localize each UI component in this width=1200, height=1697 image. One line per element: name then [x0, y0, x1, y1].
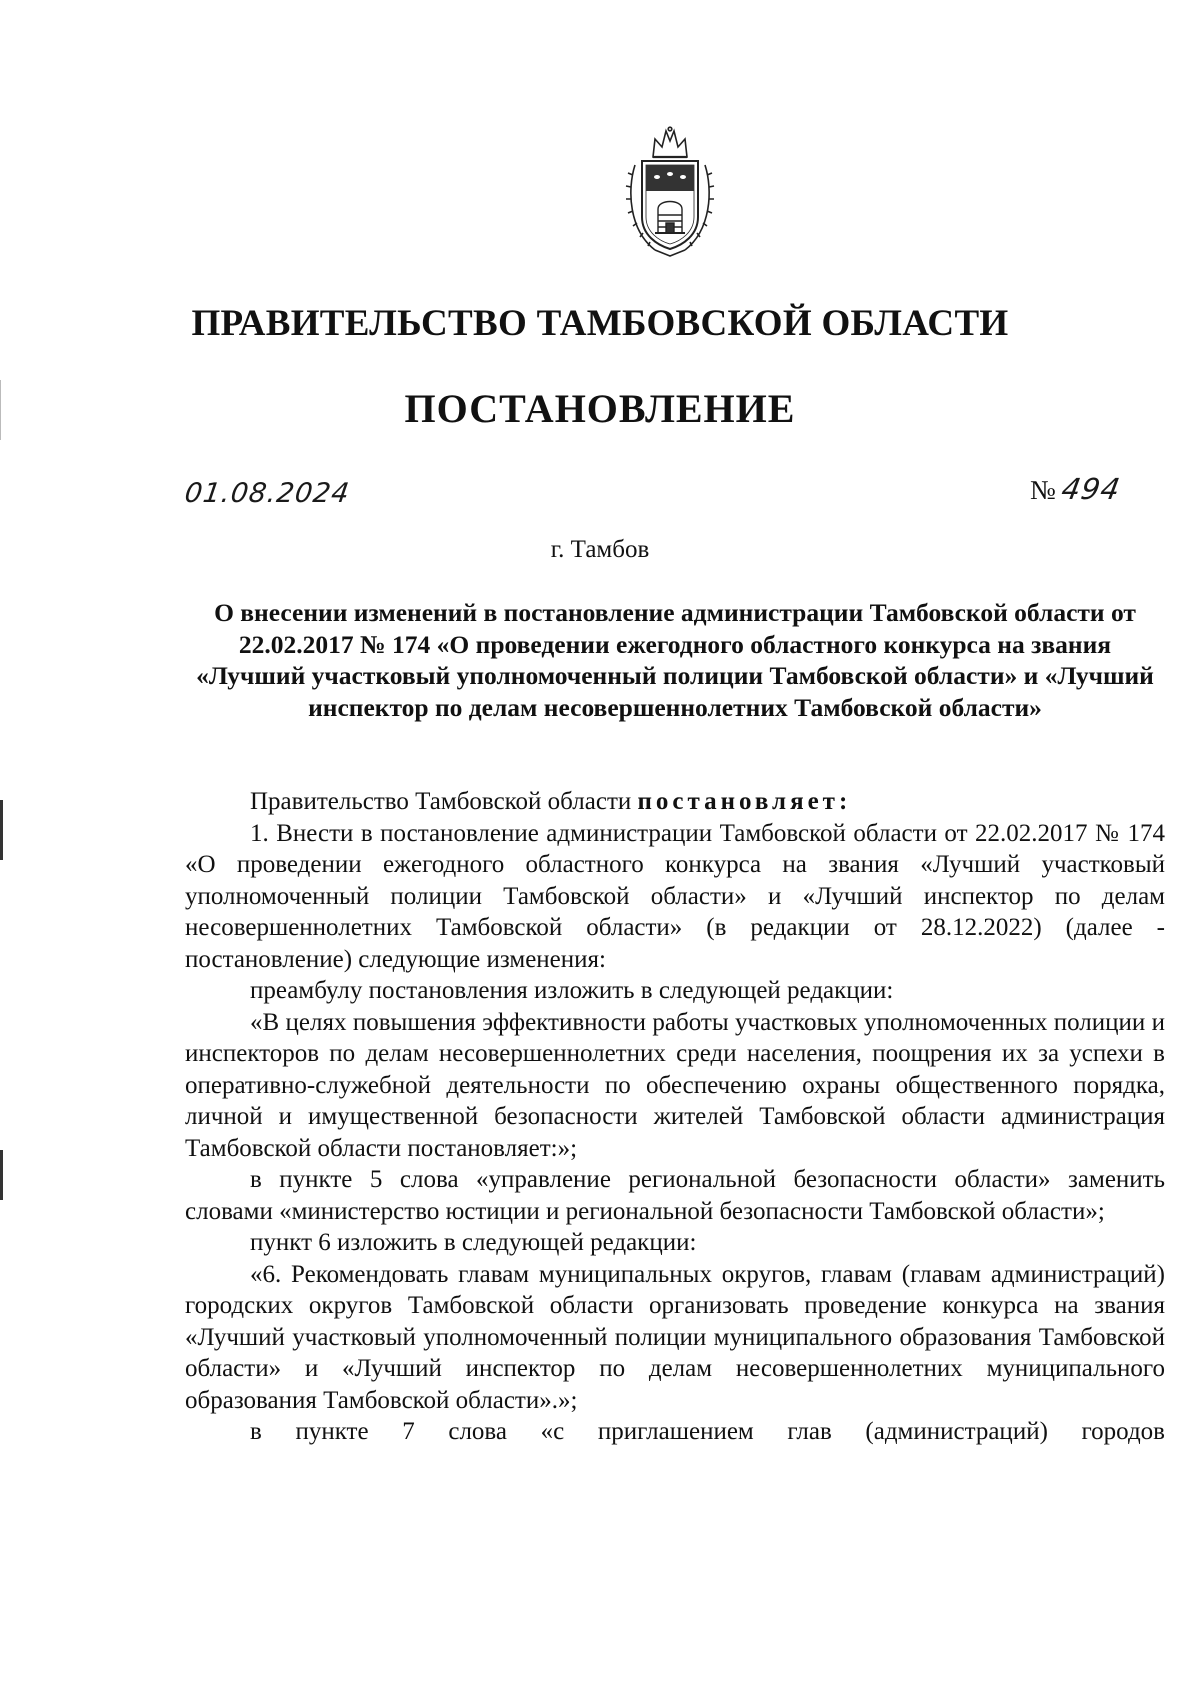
coat-of-arms-emblem	[625, 125, 715, 260]
document-number	[1030, 472, 1124, 506]
paragraph-1: 1. Внести в постановление администрации Тамбовской области от 22.02.2017 № 174 «О проведении ежегодного областного конкурса на звания «Лучший участковый уполномоченный полиции Тамбовской области» и «Лучший инспектор по делам несовершеннолетних Тамбовской области» (в редакции от 28.12.2022) (далее - постановление) следующие изменения:	[185, 819, 1165, 973]
number-label: №	[1030, 475, 1056, 505]
intro-colon: :	[838, 788, 852, 815]
paragraph-4: в пункте 5 слова «управление региональной безопасности области» заменить словами «министерство юстиции и региональной безопасности Тамбовской области»;	[185, 1166, 1165, 1225]
paragraph-2: преамбулу постановления изложить в следующей редакции:	[250, 977, 894, 1004]
paragraph-5: пункт 6 изложить в следующей редакции:	[250, 1229, 697, 1256]
intro-paragraph	[185, 786, 1165, 818]
intro-verb: постановляет	[637, 788, 839, 815]
document-title: О внесении изменений в постановление администрации Тамбовской области от 22.02.2017 № 174 «О проведении ежегодного областного конкурса на звания «Лучший участковый уполномоченный полиции Тамбовской области» и «Лучший инспектор по делам несовершеннолетних Тамбовской области»	[196, 598, 1154, 722]
document-date: 01.08.2024	[182, 478, 352, 509]
paragraph-7: в пункте 7 слова «с приглашением глав (администраций) городов	[250, 1418, 1165, 1445]
intro-text: Правительство Тамбовской области	[250, 788, 638, 815]
number-value: 494	[1058, 472, 1124, 506]
organization-title: ПРАВИТЕЛЬСТВО ТАМБОВСКОЙ ОБЛАСТИ	[191, 303, 1009, 344]
document-type: ПОСТАНОВЛЕНИЕ	[404, 386, 796, 431]
paragraph-6: «6. Рекомендовать главам муниципальных округов, главам (главам администраций) городских округов Тамбовской области организовать проведение конкурса на звания «Лучший участковый уполномоченный полиции муниципального образования Тамбовской области» и «Лучший инспектор по делам несовершеннолетних муниципального образования Тамбовской области».»;	[185, 1260, 1165, 1414]
paragraph-3: «В целях повышения эффективности работы участковых уполномоченных полиции и инспекторов по делам несовершеннолетних среди населения, поощрения их за успехи в оперативно-служебной деятельности по обеспечению охраны общественного порядка, личной и имущественной безопасности жителей Тамбовской области администрация Тамбовской области постановляет:»;	[185, 1008, 1165, 1162]
scan-margin-mark	[0, 1150, 3, 1200]
city-line: г. Тамбов	[550, 536, 650, 563]
document-body	[185, 786, 1165, 1448]
scan-margin-mark	[0, 800, 3, 860]
